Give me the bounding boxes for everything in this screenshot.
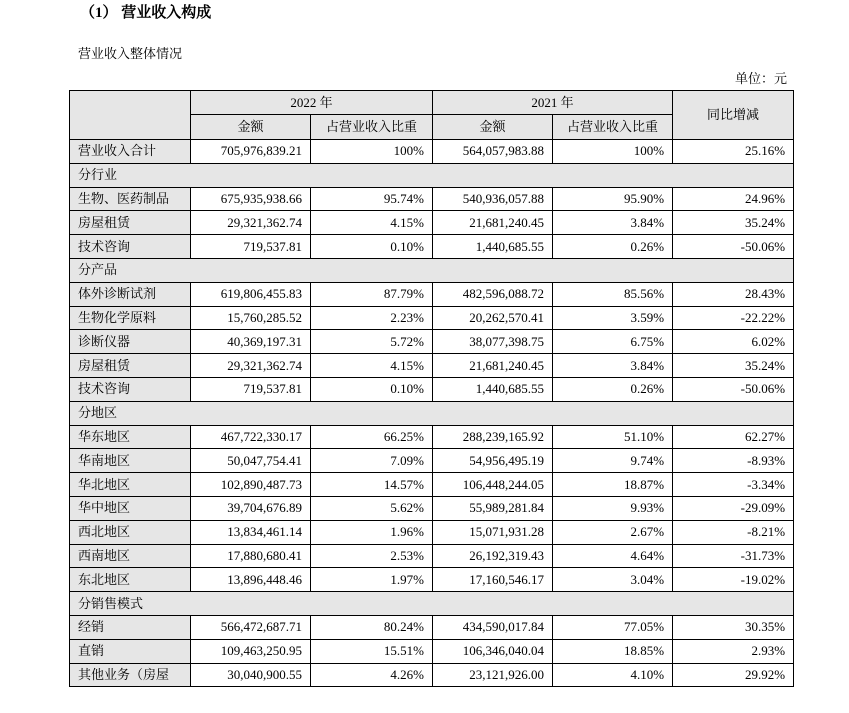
amount-2022-cell: 619,806,455.83 [191,282,311,306]
yoy-change-cell: 29.92% [673,663,794,687]
table-row [70,544,794,568]
ratio-2022-cell: 2.53% [311,544,433,568]
ratio-2021-cell: 4.10% [553,663,673,687]
yoy-change-cell: -31.73% [673,544,794,568]
amount-2022-cell: 39,704,676.89 [191,496,311,520]
ratio-2022-cell: 80.24% [311,615,433,639]
header-ratio-2022: 占营业收入比重 [311,115,433,140]
amount-2022-cell: 29,321,362.74 [191,211,311,235]
table-row [70,354,794,378]
amount-2021-cell: 38,077,398.75 [433,330,553,354]
yoy-change-cell: -8.93% [673,449,794,473]
row-label: 华中地区 [70,496,191,520]
yoy-change-cell: 6.02% [673,330,794,354]
yoy-change-cell: 35.24% [673,211,794,235]
table-row [70,330,794,354]
ratio-2021-cell: 3.84% [553,211,673,235]
ratio-2022-cell: 0.10% [311,377,433,401]
amount-2021-cell: 21,681,240.45 [433,211,553,235]
unit-label: 单位：元 [734,71,787,86]
amount-2021-cell: 17,160,546.17 [433,568,553,592]
ratio-2022-cell: 4.26% [311,663,433,687]
table-row [70,615,794,639]
amount-2022-cell: 675,935,938.66 [191,187,311,211]
amount-2022-cell: 719,537.81 [191,235,311,259]
table-row [70,520,794,544]
amount-2022-cell: 566,472,687.71 [191,615,311,639]
amount-2021-cell: 54,956,495.19 [433,449,553,473]
amount-2022-cell: 467,722,330.17 [191,425,311,449]
row-label: 西南地区 [70,544,191,568]
ratio-2022-cell: 5.62% [311,496,433,520]
table-row [70,235,794,259]
amount-2022-cell: 40,369,197.31 [191,330,311,354]
ratio-2022-cell: 95.74% [311,187,433,211]
section-label: 分地区 [70,401,794,425]
ratio-2022-cell: 2.23% [311,306,433,330]
ratio-2021-cell: 0.26% [553,377,673,401]
header-amount-2021: 金额 [433,115,553,140]
yoy-change-cell: -19.02% [673,568,794,592]
yoy-change-cell: -50.06% [673,377,794,401]
ratio-2021-cell: 4.64% [553,544,673,568]
row-label: 华北地区 [70,473,191,497]
amount-2022-cell: 109,463,250.95 [191,639,311,663]
yoy-change-cell: 35.24% [673,354,794,378]
yoy-change-cell: 2.93% [673,639,794,663]
ratio-2022-cell: 0.10% [311,235,433,259]
header-year-2021: 2021 年 [433,91,673,115]
yoy-change-cell: 25.16% [673,140,794,164]
header-yoy-change: 同比增减 [673,91,794,140]
amount-2022-cell: 719,537.81 [191,377,311,401]
amount-2021-cell: 55,989,281.84 [433,496,553,520]
section-row [70,258,794,282]
amount-2021-cell: 482,596,088.72 [433,282,553,306]
ratio-2021-cell: 85.56% [553,282,673,306]
ratio-2022-cell: 1.96% [311,520,433,544]
ratio-2022-cell: 4.15% [311,211,433,235]
row-label: 技术咨询 [70,235,191,259]
amount-2021-cell: 21,681,240.45 [433,354,553,378]
ratio-2021-cell: 18.87% [553,473,673,497]
revenue-composition-table [69,90,794,687]
row-label: 其他业务（房屋 [70,663,191,687]
header-corner-cell [70,91,191,140]
ratio-2022-cell: 5.72% [311,330,433,354]
section-label: 分销售模式 [70,592,794,616]
table-row [70,473,794,497]
header-year-2022: 2022 年 [191,91,433,115]
table-row [70,496,794,520]
yoy-change-cell: 30.35% [673,615,794,639]
row-label: 生物、医药制品 [70,187,191,211]
yoy-change-cell: 28.43% [673,282,794,306]
ratio-2022-cell: 87.79% [311,282,433,306]
amount-2022-cell: 102,890,487.73 [191,473,311,497]
yoy-change-cell: -8.21% [673,520,794,544]
ratio-2021-cell: 51.10% [553,425,673,449]
row-label: 体外诊断试剂 [70,282,191,306]
section-row [70,592,794,616]
row-label: 房屋租赁 [70,354,191,378]
amount-2021-cell: 540,936,057.88 [433,187,553,211]
row-label: 东北地区 [70,568,191,592]
table-row [70,306,794,330]
section-label: 分行业 [70,163,794,187]
table-caption: 营业收入整体情况 [78,46,183,61]
row-label: 经销 [70,615,191,639]
amount-2021-cell: 288,239,165.92 [433,425,553,449]
row-label: 直销 [70,639,191,663]
amount-2021-cell: 23,121,926.00 [433,663,553,687]
ratio-2021-cell: 18.85% [553,639,673,663]
table-row [70,663,794,687]
header-amount-2022: 金额 [191,115,311,140]
amount-2022-cell: 17,880,680.41 [191,544,311,568]
amount-2021-cell: 106,346,040.04 [433,639,553,663]
yoy-change-cell: -22.22% [673,306,794,330]
ratio-2021-cell: 3.84% [553,354,673,378]
row-label: 西北地区 [70,520,191,544]
ratio-2021-cell: 100% [553,140,673,164]
table-row [70,140,794,164]
ratio-2021-cell: 77.05% [553,615,673,639]
amount-2022-cell: 50,047,754.41 [191,449,311,473]
amount-2021-cell: 106,448,244.05 [433,473,553,497]
amount-2022-cell: 705,976,839.21 [191,140,311,164]
yoy-change-cell: -3.34% [673,473,794,497]
row-label: 生物化学原料 [70,306,191,330]
section-label: 分产品 [70,258,794,282]
table-row [70,282,794,306]
ratio-2022-cell: 14.57% [311,473,433,497]
amount-2022-cell: 15,760,285.52 [191,306,311,330]
ratio-2021-cell: 0.26% [553,235,673,259]
amount-2021-cell: 1,440,685.55 [433,235,553,259]
amount-2021-cell: 434,590,017.84 [433,615,553,639]
amount-2022-cell: 13,896,448.46 [191,568,311,592]
ratio-2022-cell: 4.15% [311,354,433,378]
amount-2022-cell: 30,040,900.55 [191,663,311,687]
ratio-2021-cell: 3.04% [553,568,673,592]
amount-2021-cell: 15,071,931.28 [433,520,553,544]
amount-2021-cell: 1,440,685.55 [433,377,553,401]
ratio-2022-cell: 7.09% [311,449,433,473]
ratio-2022-cell: 100% [311,140,433,164]
amount-2021-cell: 564,057,983.88 [433,140,553,164]
ratio-2022-cell: 15.51% [311,639,433,663]
amount-2021-cell: 20,262,570.41 [433,306,553,330]
ratio-2021-cell: 9.74% [553,449,673,473]
table-row [70,377,794,401]
ratio-2022-cell: 1.97% [311,568,433,592]
header-ratio-2021: 占营业收入比重 [553,115,673,140]
ratio-2021-cell: 3.59% [553,306,673,330]
row-label: 技术咨询 [70,377,191,401]
row-label: 华南地区 [70,449,191,473]
table-row [70,449,794,473]
row-label: 房屋租赁 [70,211,191,235]
ratio-2021-cell: 9.93% [553,496,673,520]
table-row [70,425,794,449]
row-label: 营业收入合计 [70,140,191,164]
section-heading: （1） 营业收入构成 [80,5,212,21]
table-row [70,187,794,211]
table-row [70,568,794,592]
yoy-change-cell: -50.06% [673,235,794,259]
table-row [70,639,794,663]
row-label: 华东地区 [70,425,191,449]
ratio-2021-cell: 6.75% [553,330,673,354]
section-row [70,401,794,425]
table-row [70,211,794,235]
ratio-2021-cell: 2.67% [553,520,673,544]
yoy-change-cell: 62.27% [673,425,794,449]
ratio-2022-cell: 66.25% [311,425,433,449]
amount-2021-cell: 26,192,319.43 [433,544,553,568]
section-row [70,163,794,187]
ratio-2021-cell: 95.90% [553,187,673,211]
amount-2022-cell: 13,834,461.14 [191,520,311,544]
header-row-years [70,91,794,115]
amount-2022-cell: 29,321,362.74 [191,354,311,378]
yoy-change-cell: 24.96% [673,187,794,211]
yoy-change-cell: -29.09% [673,496,794,520]
row-label: 诊断仪器 [70,330,191,354]
